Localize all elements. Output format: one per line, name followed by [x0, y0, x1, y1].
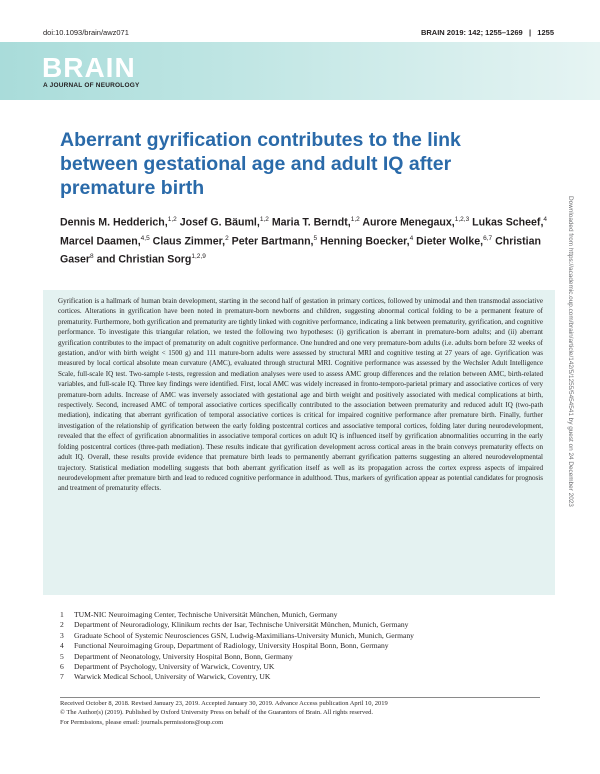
- author-affiliation-marker: 4: [543, 216, 548, 223]
- author-affiliation-marker: 2: [225, 234, 229, 242]
- article-title: Aberrant gyrification contributes to the link between gestational age and adult IQ after premature birth: [60, 129, 461, 199]
- affiliation-text: Warwick Medical School, University of Warwick, Coventry, UK: [74, 672, 271, 682]
- affiliation-item: [60, 672, 540, 682]
- author-affiliation-marker: 1,2,9: [191, 253, 206, 261]
- publication-history: [60, 699, 540, 727]
- author-affiliation-marker: 4,5: [140, 234, 150, 242]
- running-head: BRAIN 2019: 142; 1255–1269 | 1255: [420, 28, 554, 37]
- author-affiliation-marker: 5: [313, 234, 318, 242]
- author-name: Dieter Wolke,: [416, 235, 484, 248]
- received-dates: Received October 8, 2018. Revised January 23, 2019. Accepted January 30, 2019. Advance Access publication April 10, 2019: [60, 700, 388, 707]
- affiliation-item: [60, 631, 540, 641]
- author-list: [60, 212, 550, 268]
- author-name: Peter Bartmann,: [231, 235, 314, 248]
- affiliation-item: [60, 610, 540, 620]
- author-name: Claus Zimmer,: [152, 235, 226, 248]
- doi-link[interactable]: doi:10.1093/brain/awz071: [43, 28, 129, 37]
- download-watermark: Downloaded from https://academic.oup.com/brain/article/142/5/1255/5454541 by guest on 24 December 2023: [567, 196, 574, 507]
- affiliation-text: TUM-NIC Neuroimaging Center, Technische Universität München, Munich, Germany: [74, 610, 338, 619]
- affiliation-item: [60, 652, 540, 662]
- author-name: Christian Gaser: [60, 235, 541, 266]
- author-affiliation-marker: 1,2: [259, 216, 269, 223]
- affiliation-text: Department of Psychology, University of Warwick, Coventry, UK: [74, 662, 275, 672]
- author-affiliation-marker: 6,7: [483, 234, 493, 242]
- author-name: Henning Boecker,: [320, 235, 410, 248]
- journal-subtitle: A JOURNAL OF NEUROLOGY: [43, 82, 140, 89]
- affiliation-number: 3: [60, 630, 64, 640]
- journal-logo: BRAIN: [42, 52, 136, 83]
- author-affiliation-marker: 4: [409, 234, 414, 242]
- affiliation-number: 1: [60, 610, 64, 619]
- copyright-notice: © The Author(s) (2019). Published by Oxford University Press on behalf of the Guarantors of Brain. All rights reserved.: [60, 709, 373, 717]
- author-name: Aurore Menegaux,: [362, 216, 455, 229]
- author-affiliation-marker: 1,2: [167, 216, 177, 223]
- affiliation-text: Department of Neonatology, University Hospital Bonn, Bonn, Germany: [74, 651, 293, 661]
- author-affiliation-marker: 1,2,3: [454, 216, 470, 223]
- affiliation-number: 6: [60, 662, 64, 672]
- affiliation-list: [60, 610, 540, 683]
- permissions-note: For Permissions, please email: journals.permissions@oup.com: [60, 718, 224, 726]
- author-affiliation-marker: 8: [90, 253, 94, 261]
- abstract-text: Gyrification is a hallmark of human brain development, starting in the second half of gestation in primary cortices, followed by unimodal and then transmodal associative cortices. Alterations in gyrification have been noted in premature-born newborns and children, suggesting abnormal cortical folding to be a permanent feature of prematurity. Furthermore, both gyrification and prematurity are tightly linked with cognitive performance, indicating a link between prematurity, gyrification, and cognitive performance. To investigate this triangular relation, we tested the following two hypotheses: (i) gyrification is aberrant in premature-born adults; and (ii) aberrant gyrification contributes to the impact of prematurity on adult cognitive performance. One hundred and one very premature-born adults (i.e. adults born before 32 weeks of gestation, and/or with birth weight < 1500 g) and 111 mature-born adults were assessed by structural MRI and cognitive testing at 27 years of age. Gyrification was measured by local cortical absolute mean curvature (AMC), evaluated through structural MRI. Cognitive performance was assessed by the Wechsler Adult Intelligence Scale, full-scale IQ test. Two-sample t-tests, regression and mediation analyses were used to assess AMC group differences and the relation between AMC, birth-related variables, and full-scale IQ. Three key findings were identified. First, local AMC was widely increased in fronto-temporo-parietal primary and associative cortices of very premature-born adults. Increase of AMC was inversely associated with gestational age and birth weight and positively associated with medical complications at birth, respectively. Second, increased AMC of temporal associative cortices specifically contributed to the association between prematurity and reduced adult IQ (two-path mediation), indicating that aberrant gyrification of temporal associative cortices is critical for impaired cognitive performance after premature birth. Finally, further investigation of the relationship of gyrification between the early folding postcentral cortices and associative temporal cortices, folding later during neurodevelopment, revealed that the effect of gyrification abnormalities in associative temporal cortices on adult IQ is influenced itself by gyrification abnormalities occurring in the early folding postcentral cortices (three-path mediation). These results indicate that gyrification development across cortical areas in the brain conveys prematurity effects on adult IQ. Overall, these results provide evidence that premature birth leads to permanently aberrant gyrification patterns suggesting an altered neurodevelopmental trajectory. Statistical mediation modelling suggests that both aberrant gyrification itself as well as its propagation across the cortex express aspects of impaired neurodevelopment after premature birth and lead to reduced cognitive performance in adulthood. Thus, markers of gyrification appear as potential candidates for prognosis and treatment of prematurity effects.: [58, 297, 543, 493]
- author-name: Dennis M. Hedderich,: [60, 216, 168, 229]
- footer-divider: [60, 697, 540, 698]
- affiliation-number: 4: [60, 641, 64, 651]
- author-affiliation-marker: 1,2: [350, 216, 360, 223]
- affiliation-text: Graduate School of Systemic Neurosciences GSN, Ludwig-Maximilians-University Munich, Munich, Germany: [74, 630, 414, 640]
- affiliation-number: 5: [60, 651, 64, 661]
- author-name: Lukas Scheef,: [472, 216, 544, 229]
- affiliation-text: Functional Neuroimaging Group, Department of Radiology, University Hospital Bonn, Bonn, Germany: [74, 641, 389, 651]
- affiliation-text: Department of Neuroradiology, Klinikum rechts der Isar, Technische Universität München, Munich, Germany: [74, 620, 409, 630]
- author-name: Josef G. Bäuml,: [179, 216, 260, 229]
- affiliation-number: 2: [60, 620, 64, 630]
- affiliation-item: [60, 641, 540, 651]
- author-name: Maria T. Berndt,: [271, 216, 351, 229]
- affiliation-item: [60, 662, 540, 672]
- affiliation-number: 7: [60, 672, 64, 682]
- author-name: and Christian Sorg: [96, 253, 192, 266]
- affiliation-item: [60, 620, 540, 630]
- author-name: Marcel Daamen,: [60, 235, 141, 248]
